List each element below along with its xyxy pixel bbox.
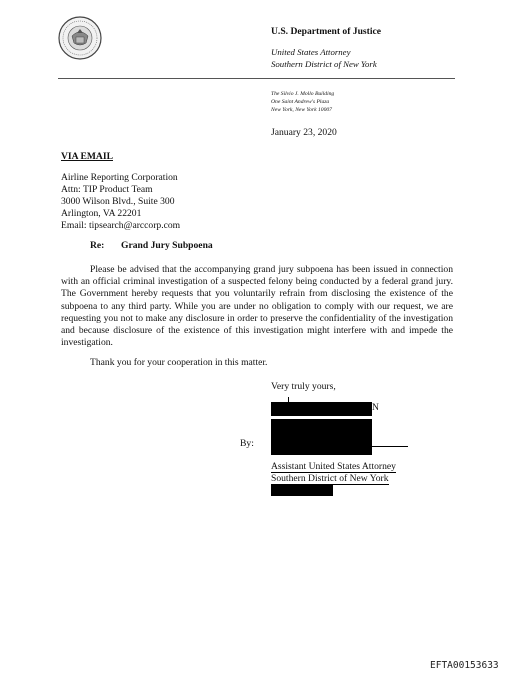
redaction-block [271,419,372,455]
signer-office: Southern District of New York [271,473,389,484]
header-rule [58,78,455,79]
subject-line: Grand Jury Subpoena [121,240,213,251]
recipient-email: Email: tipsearch@arccorp.com [61,220,181,231]
closing-line: Very truly yours, [271,381,336,392]
recipient-line-3: 3000 Wilson Blvd., Suite 300 [61,196,175,207]
recipient-line-4: Arlington, VA 22201 [61,208,142,219]
address-line-1: The Silvio J. Mollo Building [271,91,335,97]
thanks-line: Thank you for your cooperation in this matter. [90,357,268,368]
office-line-2: Southern District of New York [271,59,377,69]
redaction-block [271,484,333,496]
delivery-method: VIA EMAIL [61,151,113,162]
redaction-block [271,402,372,416]
recipient-line-1: Airline Reporting Corporation [61,172,178,183]
department-name: U.S. Department of Justice [271,26,382,37]
address-line-3: New York, New York 10007 [271,107,332,113]
by-label: By: [240,438,254,449]
office-line-1: United States Attorney [271,47,351,57]
address-line-2: One Saint Andrew's Plaza [271,99,330,105]
signature-fragment: N [372,402,379,413]
body-paragraph: Please be advised that the accompanying grand jury subpoena has been issued in connection with an official criminal investigation of a suspected felony being conducted by a federal grand jury. The Government hereby requests that you voluntarily refrain from disclosing the existence of the subpoena to any third party. While you are under no obligation to comply with our request, we are requesting you not to make any disclosure in order to preserve the confidentiality of the investigation and because disclosure of the existence of this investigation might interfere with and impede the investigation. [61,264,453,349]
recipient-line-2: Attn: TIP Product Team [61,184,153,195]
re-label: Re: [90,240,105,251]
signature-line [372,446,408,447]
signer-title: Assistant United States Attorney [271,461,396,472]
bates-number: EFTA00153633 [430,660,499,671]
letter-date: January 23, 2020 [271,127,337,138]
doj-seal-icon [58,16,102,60]
